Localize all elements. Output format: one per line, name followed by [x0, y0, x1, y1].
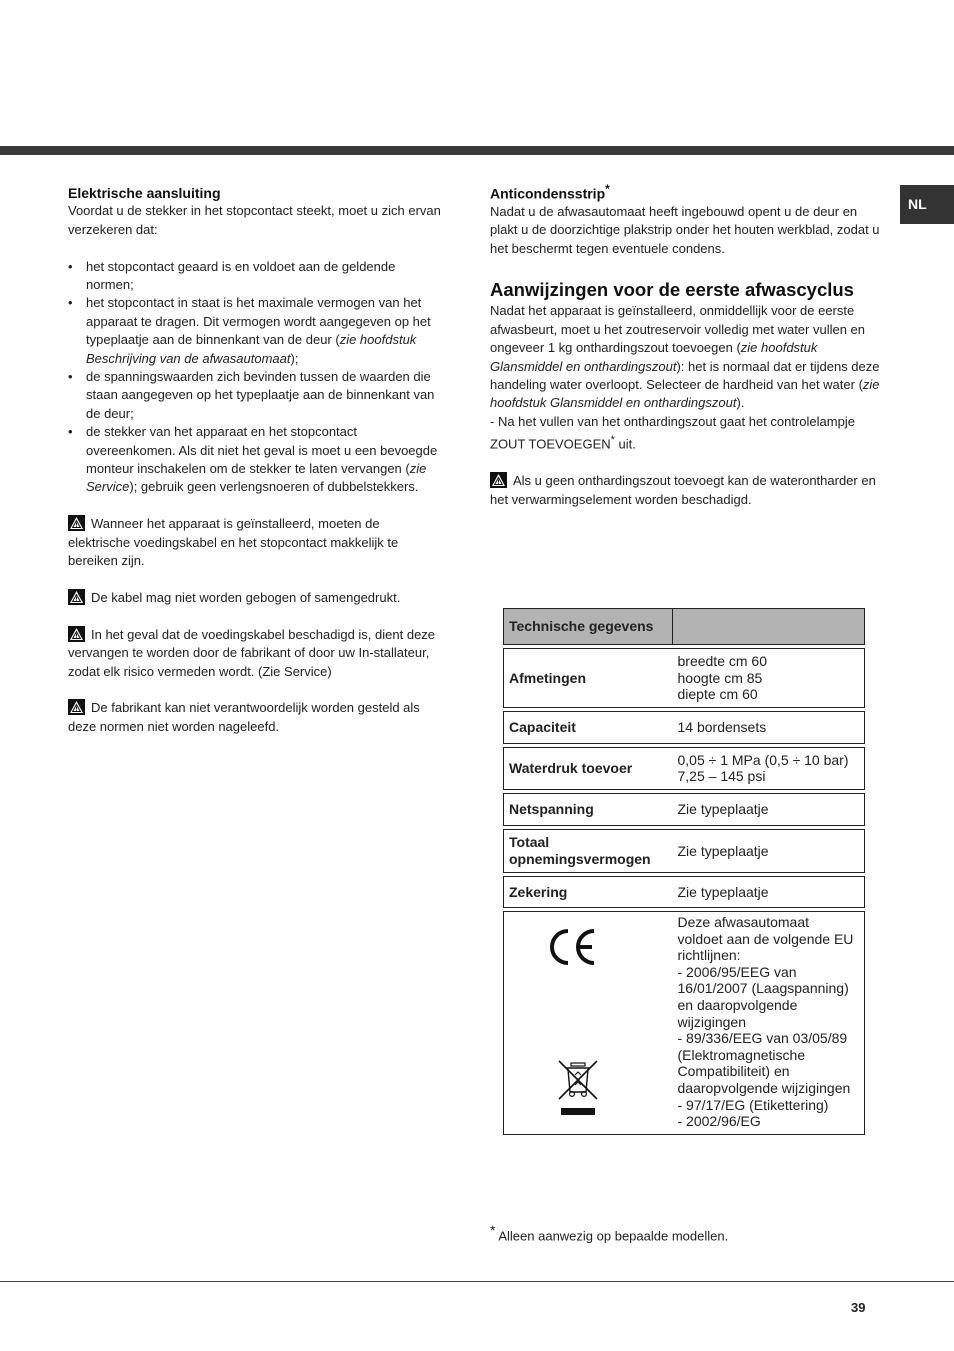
- anticondens-text: Nadat u de afwasautomaat heeft ingebouwd opent u de deur en plakt u de doorzichtige plakstrip onder het houten werkblad, zodat u het beschermt tegen eventuele condens.: [490, 204, 880, 256]
- list-item: • de stekker van het apparaat en het stopcontact overeenkomen. Als dit niet het geval is moet u een bevoegde monteur inschakelen om de stekker te laten vervangen (zie Service); gebruik geen verlengsnoeren of dubbelstekkers.: [68, 423, 443, 497]
- weee-bin-icon: [557, 1059, 599, 1117]
- salt-indicator-text: - Na het vullen van het onthardingszout gaat het controlelampje ZOUT TOEVOEGEN* uit.: [490, 413, 855, 452]
- warning-paragraph: In het geval dat de voedingskabel beschadigd is, dient deze vervangen te worden door de fabrikant of door uw In-stallateur, zodat elk risico vermeden wordt. (Zie Service): [68, 626, 436, 679]
- table-header-cell: Technische gegevens: [504, 609, 673, 645]
- table-row: [504, 793, 865, 825]
- anticondens-heading: Anticondensstrip*: [490, 182, 610, 202]
- table-header-row: [504, 609, 865, 645]
- row-value: 14 bordensets: [673, 711, 865, 743]
- warning-icon: [68, 626, 85, 642]
- list-item: • de spanningswaarden zich bevinden tussen de waarden die staan aangegeven op het typeplaatje aan de binnenkant van de deur;: [68, 368, 443, 423]
- first-cycle-text: Nadat het apparaat is geïnstalleerd, onmiddellijk voor de eerste afwasbeurt, moet u het zoutreservoir volledig met water vullen en ongeveer 1 kg onthardingszout toevoegen (zie hoofdstuk Glansmiddel en onthardingszout): het is normaal dat er tijdens deze handeling water overloopt. Selecteer de hardheid van het water (zie hoofdstuk Glansmiddel en onthardingszout).: [490, 303, 880, 411]
- technical-data-table: [503, 608, 865, 1135]
- electrical-intro: Voordat u de stekker in het stopcontact steekt, moet u zich ervan verzekeren dat:: [68, 203, 441, 237]
- table-row: [504, 876, 865, 907]
- warning-paragraph: De kabel mag niet worden gebogen of samengedrukt.: [68, 589, 443, 607]
- warning-icon: [68, 589, 85, 605]
- table-row: [504, 649, 865, 708]
- table-row: [504, 911, 865, 1134]
- list-item: • het stopcontact geaard is en voldoet aan de geldende normen;: [68, 258, 443, 295]
- footer-rule: [0, 1281, 954, 1282]
- table-row: [504, 747, 865, 789]
- row-value: 0,05 ÷ 1 MPa (0,5 ÷ 10 bar) 7,25 – 145 psi: [673, 747, 865, 789]
- row-value: Zie typeplaatje: [673, 876, 865, 907]
- first-cycle-heading: Aanwijzingen voor de eerste afwascyclus: [490, 279, 854, 301]
- row-label: Netspanning: [504, 793, 673, 825]
- electrical-connection-heading: Elektrische aansluiting: [68, 185, 221, 201]
- row-label: Zekering: [504, 876, 673, 907]
- compliance-text: Deze afwasautomaat voldoet aan de volgende EU richtlijnen: - 2006/95/EEG van 16/01/2007 (Laagspanning) en daaropvolgende wijzigingen - 89/336/EEG van 03/05/89 (Elektromagnetische Compatibiliteit) en daaropvolgende wijzigingen - 97/17/EG (Etikettering) - 2002/96/EG: [673, 911, 865, 1134]
- warning-icon: [490, 472, 507, 488]
- row-label: Waterdruk toevoer: [504, 747, 673, 789]
- requirements-list: [68, 258, 443, 497]
- warning-paragraph: Wanneer het apparaat is geïnstalleerd, moeten de elektrische voedingskabel en het stopcontact makkelijk te bereiken zijn.: [68, 516, 399, 569]
- row-label: Afmetingen: [504, 649, 673, 708]
- row-value: breedte cm 60 hoogte cm 85 diepte cm 60: [673, 649, 865, 708]
- warning-paragraph: De fabrikant kan niet verantwoordelijk worden gesteld als deze normen niet worden nageleefd.: [68, 700, 420, 734]
- footnote: * Alleen aanwezig op bepaalde modellen.: [490, 1222, 729, 1244]
- row-label: Totaal opnemingsvermogen: [504, 829, 673, 872]
- row-value: Zie typeplaatje: [673, 793, 865, 825]
- list-item: • het stopcontact in staat is het maximale vermogen van het apparaat te dragen. Dit vermogen wordt aangegeven op het typeplaatje aan de binnenkant van de deur (zie hoofdstuk Beschrijving van de afwasautomaat);: [68, 294, 443, 368]
- warning-icon: [68, 515, 85, 531]
- warning-paragraph: Als u geen onthardingszout toevoegt kan de waterontharder en het verwarmingselement worden beschadigd.: [490, 473, 876, 507]
- table-row: [504, 711, 865, 743]
- language-tab: NL: [900, 185, 954, 224]
- table-row: [504, 829, 865, 872]
- left-column: [68, 184, 443, 736]
- page-number: 39: [851, 1300, 866, 1315]
- top-header-bar: [0, 146, 954, 155]
- row-label: Capaciteit: [504, 711, 673, 743]
- row-value: Zie typeplaatje: [673, 829, 865, 872]
- right-column: [490, 180, 885, 509]
- compliance-icons-cell: [504, 911, 673, 1134]
- warning-icon: [68, 699, 85, 715]
- ce-mark-icon: [546, 927, 598, 967]
